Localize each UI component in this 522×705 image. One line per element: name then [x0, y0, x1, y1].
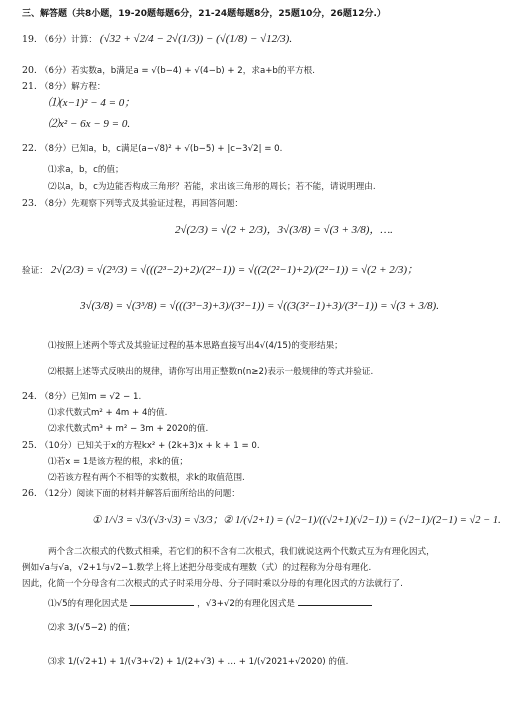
part-text-a: ⑴√5的有理化因式是 [48, 599, 128, 609]
math-expression: (√32 + √2/4 − 2√(1/3)) − (√(1/8) − √12/3). [99, 33, 293, 45]
q22-part-1: ⑴求a，b，c的值； [48, 165, 124, 175]
q24-part-1: ⑴求代数式m² + 4m + 4的值. [48, 408, 168, 418]
question-text: （12分）阅读下面的材料并解答后面所给出的问题： [39, 489, 240, 499]
q26-example: ① 1/√3 = √3/(√3·√3) = √3/3；② 1/(√2+1) = (√2−1)/((√2+1)(√2−1)) = (√2−1)/(2−1) = √2 − 1. [92, 515, 501, 526]
question-20 [22, 65, 315, 77]
answer-blank-1[interactable] [130, 596, 194, 606]
question-26 [22, 488, 240, 500]
q23-part-2: ⑵根据上述等式反映出的规律，请你写出用正整数n(n≥2)表示一般规律的等式并验证. [48, 367, 374, 377]
question-21 [22, 81, 106, 93]
question-text: （6分）计算： [39, 35, 97, 45]
q26-paragraph-1: 两个含二次根式的代数式相乘，若它们的积不含有二次根式，我们就说这两个代数式互为有理化因式， [48, 547, 435, 557]
question-text: （10分）已知关于x的方程kx² + (2k+3)x + k + 1 = 0. [39, 441, 260, 451]
question-number: 26. [22, 488, 37, 499]
section-header: 三、解答题（共8小题，19-20题每题6分，21-24题每题8分，25题10分，26题12分.） [22, 9, 386, 19]
q26-part-2: ⑵求 3/(√5−2) 的值； [48, 623, 136, 633]
question-number: 25. [22, 440, 37, 451]
question-number: 20. [22, 65, 37, 76]
math-expression: 2√(2/3) = √(2³/3) = √(((2³−2)+2)/(2²−1)) = √((2(2²−1)+2)/(2²−1)) = √(2 + 2/3)； [50, 264, 418, 276]
question-number: 21. [22, 81, 37, 92]
part-text-b: ，√3+√2的有理化因式是 [197, 599, 296, 609]
q26-paragraph-2: 例如√a与√a，√2+1与√2−1.数学上将上述把分母变成有理数（式）的过程称为分母有理化. [22, 563, 372, 573]
question-19 [22, 33, 292, 46]
q21-part-1: ⑴(x−1)² − 4 = 0； [48, 97, 136, 109]
q23-verify-1 [22, 264, 418, 277]
question-24 [22, 391, 141, 403]
question-22 [22, 143, 282, 155]
question-text: （6分）若实数a，b满足a = √(b−4) + √(4−b) + 2，求a+b的平方根. [39, 66, 315, 76]
question-number: 22. [22, 143, 37, 154]
question-23 [22, 198, 243, 210]
question-number: 23. [22, 198, 37, 209]
q23-part-1: ⑴按照上述两个等式及其验证过程的基本思路直接写出4√(4/15)的变形结果； [48, 341, 343, 351]
question-text: （8分）先观察下列等式及其验证过程，再回答问题： [39, 199, 244, 209]
q23-verify-2: 3√(3/8) = √(3³/8) = √(((3³−3)+3)/(3²−1)) = √((3(3²−1)+3)/(3²−1)) = √(3 + 3/8). [80, 300, 439, 312]
q22-part-2: ⑵以a，b，c为边能否构成三角形？若能，求出该三角形的周长；若不能，请说明理由. [48, 182, 376, 192]
question-number: 19. [22, 34, 37, 45]
verify-label: 验证： [22, 266, 48, 276]
q25-part-2: ⑵若该方程有两个不相等的实数根，求k的取值范围. [48, 473, 245, 483]
answer-blank-2[interactable] [298, 596, 372, 606]
question-number: 24. [22, 391, 37, 402]
question-text: （8分）已知m = √2 − 1. [39, 392, 142, 402]
q26-part-1 [48, 596, 372, 610]
q26-paragraph-3: 因此，化简一个分母含有二次根式的式子时采用分母、分子同时乘以分母的有理化因式的方法就行了. [22, 579, 403, 589]
q24-part-2: ⑵求代数式m³ + m² − 3m + 2020的值. [48, 424, 209, 434]
question-text: （8分）已知a，b，c满足(a−√8)² + √(b−5) + |c−3√2| = 0. [39, 144, 283, 154]
q23-equalities: 2√(2/3) = √(2 + 2/3)，3√(3/8) = √(3 + 3/8)，…. [175, 224, 393, 236]
q26-part-3: ⑶求 1/(√2+1) + 1/(√3+√2) + 1/(2+√3) + … + 1/(√2021+√2020) 的值. [48, 657, 349, 667]
q21-part-2: ⑵x² − 6x − 9 = 0. [48, 118, 131, 130]
question-25 [22, 440, 260, 452]
question-text: （8分）解方程： [39, 82, 106, 92]
q25-part-1: ⑴若x = 1是该方程的根，求k的值； [48, 457, 188, 467]
